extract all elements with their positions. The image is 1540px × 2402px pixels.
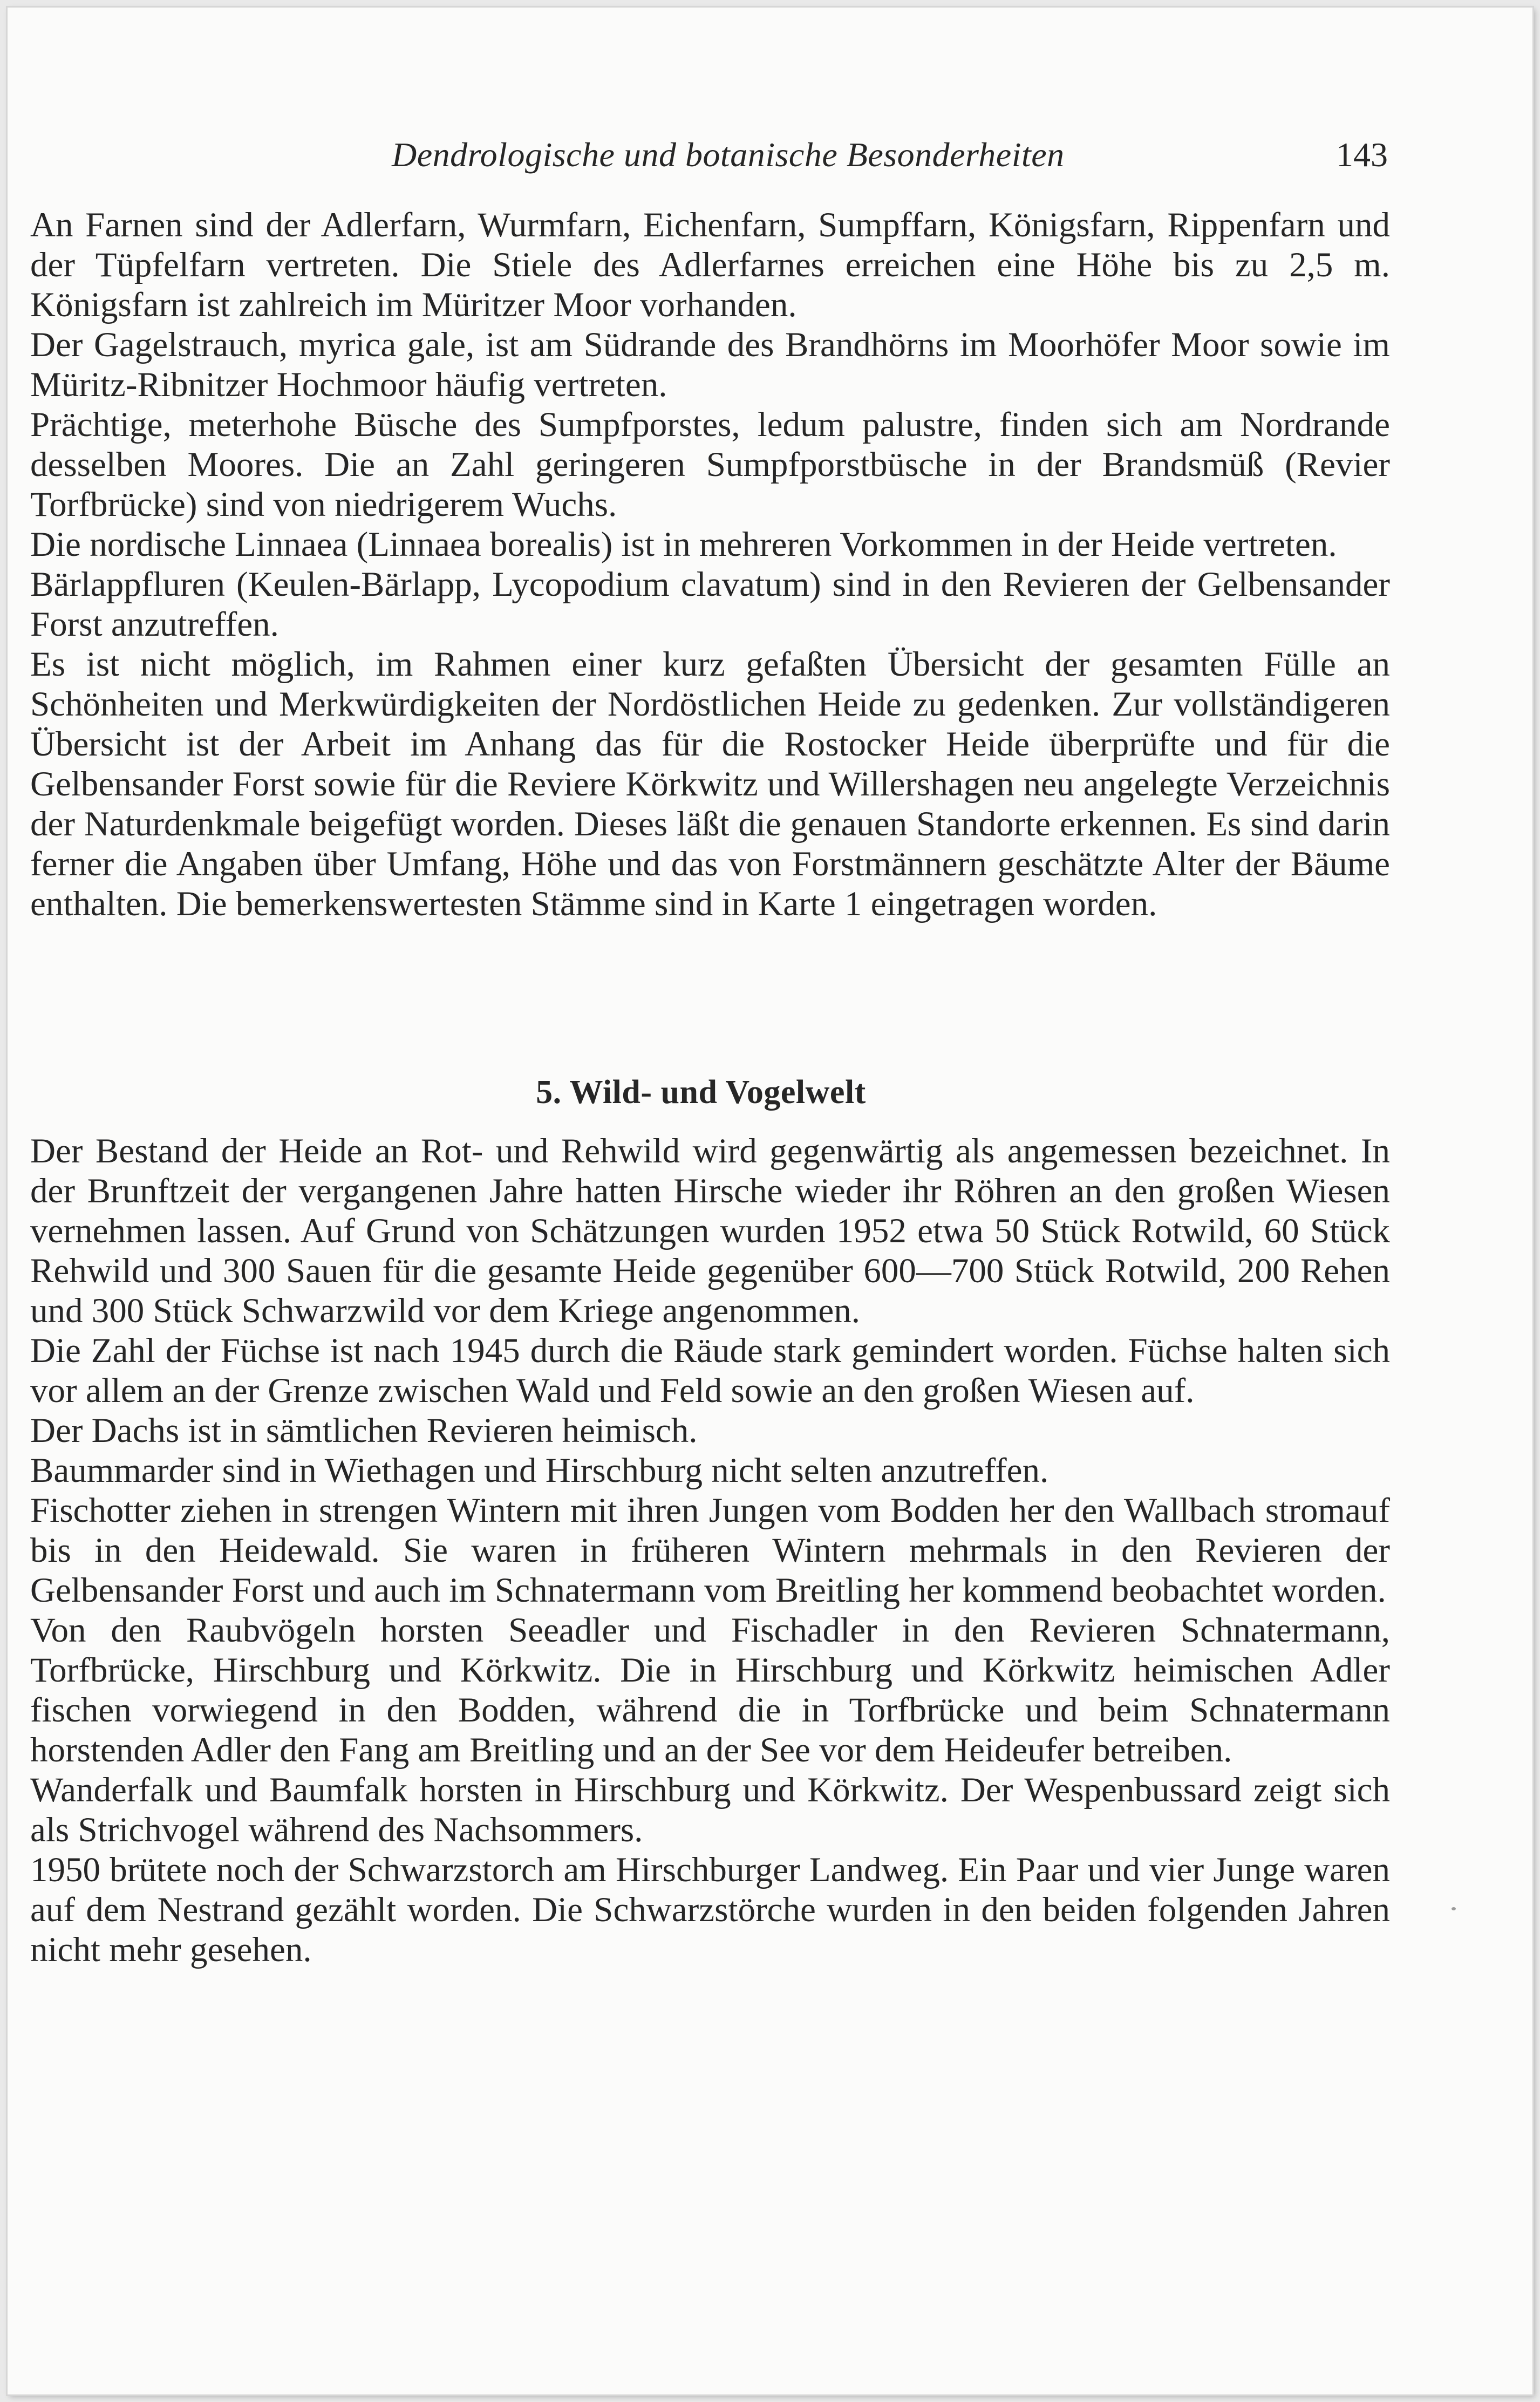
paragraph-badger: Der Dachs ist in sämtlichen Revieren heimisch. (30, 1411, 698, 1450)
text-block-wildlife (30, 1131, 1390, 1970)
text-block-botany (30, 205, 1390, 924)
paragraph-foxes: Die Zahl der Füchse ist nach 1945 durch die Räude stark gemindert worden. Füchse halten sich vor allem an der Grenze zwischen Wald und Feld sowie an den großen Wiesen auf. (30, 1331, 1390, 1410)
running-head (8, 131, 1532, 179)
paragraph-raptors: Von den Raubvögeln horsten Seeadler und Fischadler in den Revieren Schnatermann, Torfbrücke, Hirschburg und Körkwitz. Die in Hirschburg und Körkwitz heimischen Adler fischen vorwiegend in den Bodden, während die in Torfbrücke und beim Schnatermann horstenden Adler den Fang am Breitling und an der See vor dem Heideufer betreiben. (30, 1611, 1390, 1770)
running-title: Dendrologische und botanische Besonderheiten (392, 135, 1065, 174)
paragraph-ferns: An Farnen sind der Adlerfarn, Wurmfarn, Eichenfarn, Sumpffarn, Königsfarn, Rippenfarn und der Tüpfelfarn vertreten. Die Stiele des Adlerfarnes erreichen eine Höhe bis zu 2,5 m. Königsfarn ist zahlreich im Müritzer Moor vorhanden. (30, 206, 1390, 324)
paragraph-marten: Baummarder sind in Wiethagen und Hirschburg nicht selten anzutreffen. (30, 1451, 1049, 1490)
paragraph-marsh-tea: Prächtige, meterhohe Büsche des Sumpfporstes, ledum palustre, finden sich am Nordrande desselben Moores. Die an Zahl geringeren Sumpfporstbüsche in der Brandsmüß (Revier Torfbrücke) sind von niedrigerem Wuchs. (30, 405, 1390, 524)
paper-speck (1452, 1907, 1456, 1910)
paragraph-clubmoss: Bärlappfluren (Keulen-Bärlapp, Lycopodium clavatum) sind in den Revieren der Gelbensander Forst anzutreffen. (30, 565, 1390, 644)
page-number: 143 (1336, 135, 1388, 174)
paragraph-red-deer: Der Bestand der Heide an Rot- und Rehwild wird gegenwärtig als angemessen bezeichnet. In der Brunftzeit der vergangenen Jahre hatten Hirsche wieder ihr Röhren an den großen Wiesen vernehmen lassen. Auf Grund von Schätzungen wurden 1952 etwa 50 Stück Rotwild, 60 Stück Rehwild und 300 Sauen für die gesamte Heide gegenüber 600—700 Stück Rotwild, 200 Rehen und 300 Stück Schwarzwild vor dem Kriege angenommen. (30, 1132, 1390, 1330)
paragraph-natural-monuments: Es ist nicht möglich, im Rahmen einer kurz gefaßten Übersicht der gesamten Fülle an Schönheiten und Merkwürdigkeiten der Nordöstlichen Heide zu gedenken. Zur vollständigeren Übersicht ist der Arbeit im Anhang das für die Rostocker Heide überprüfte und für die Gelbensander Forst sowie für die Reviere Körkwitz und Willershagen neu angelegte Verzeichnis der Naturdenkmale beigefügt worden. Dieses läßt die genauen Standorte erkennen. Es sind darin ferner die Angaben über Umfang, Höhe und das von Forstmännern geschätzte Alter der Bäume enthalten. Die bemerkenswertesten Stämme sind in Karte 1 eingetragen worden. (30, 645, 1390, 923)
section-heading: 5. Wild- und Vogelwelt (536, 1074, 866, 1111)
book-page (8, 8, 1532, 2394)
paragraph-bog-myrtle: Der Gagelstrauch, myrica gale, ist am Südrande des Brandhörns im Moorhöfer Moor sowie im Müritz-Ribnitzer Hochmoor häufig vertreten. (30, 325, 1390, 404)
paragraph-linnaea: Die nordische Linnaea (Linnaea borealis) ist in mehreren Vorkommen in der Heide vertreten. (30, 525, 1337, 564)
paragraph-falcons: Wanderfalk und Baumfalk horsten in Hirschburg und Körkwitz. Der Wespenbussard zeigt sich als Strichvogel während des Nachsommers. (30, 1771, 1390, 1849)
paragraph-black-stork: 1950 brütete noch der Schwarzstorch am Hirschburger Landweg. Ein Paar und vier Junge waren auf dem Nestrand gezählt worden. Die Schwarzstörche wurden in den beiden folgenden Jahren nicht mehr gesehen. (30, 1850, 1390, 1969)
paragraph-otter: Fischotter ziehen in strengen Wintern mit ihren Jungen vom Bodden her den Wallbach stromauf bis in den Heidewald. Sie waren in früheren Wintern mehrmals in den Revieren der Gelbensander Forst und auch im Schnatermann vom Breitling her kommend beobachtet worden. (30, 1491, 1390, 1610)
